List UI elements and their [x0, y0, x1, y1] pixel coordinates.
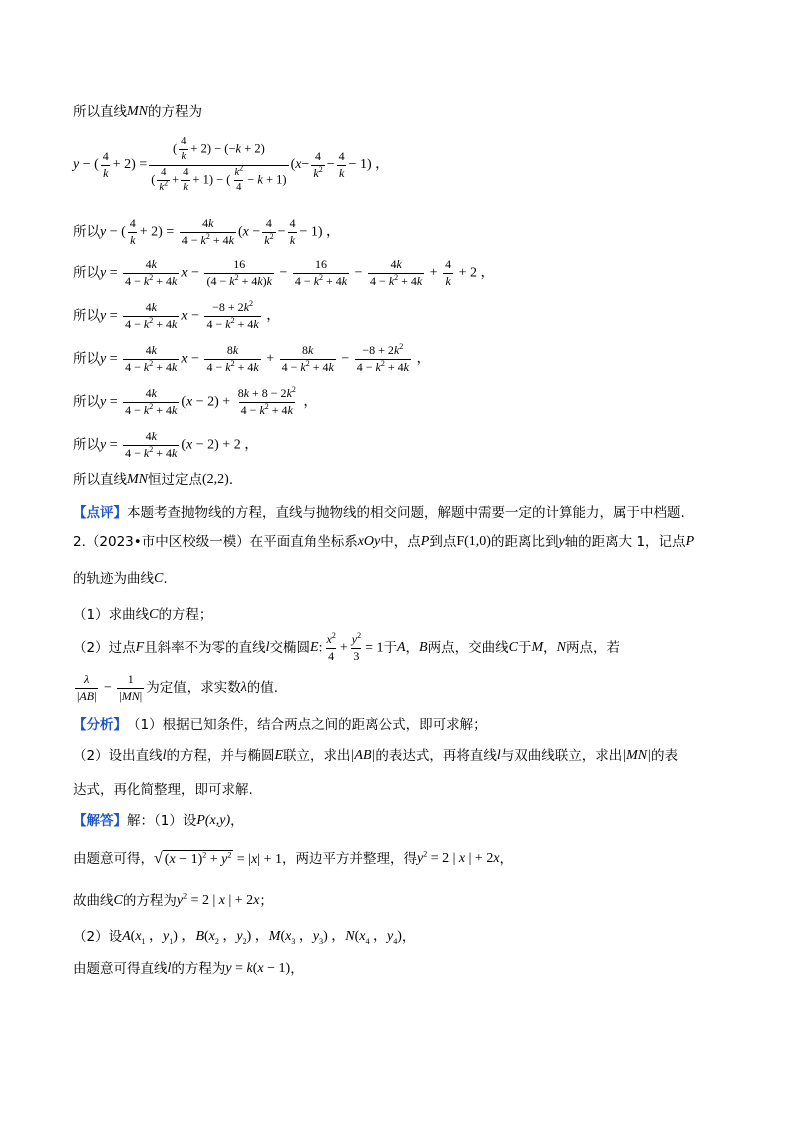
math-var: λ: [240, 680, 247, 695]
text: 解：（1）设: [127, 813, 197, 829]
math-var: E: [310, 640, 319, 655]
tag-answer: 【解答】: [73, 813, 127, 829]
text: 联立，求出: [283, 748, 351, 764]
tag-analysis: 【分析】: [73, 717, 127, 733]
equation-line-mn: y − ( 4 k + 2) = ( $\frac{4}{k}$ + 2) − (−k + 2) ( $\frac{4}{k^2}$ + $\frac{4}{k}$ + 1) − ( $\frac{k^2}{4}$ − k + 1) ( x − 4 $k^2$ − 4 k − 1) ，: [73, 136, 390, 193]
tag-comment: 【点评】: [73, 505, 127, 521]
problem-2-part-2-cont: $\frac{\lambda}{|AB|}$ − $\frac{1}{|MN|}$ 为定值，求实数 λ 的值.: [77, 671, 279, 703]
text: ，两边平方并整理，得: [281, 851, 417, 867]
equation-line-4: 所以 y = $\frac{4k}{4 - k^2 + 4k}$ x − $\frac{16}{(4 - k^2 + 4k)k}$ − $\frac{16}{4 - k^2 + 4k}$ − $\frac{4k}{4 - k^2 + 4k}$ + $\frac{4}{k}$ + 2 ，: [73, 256, 495, 288]
text: 的方程；: [158, 607, 213, 623]
answer-line-5: 由题意可得直线 l 的方程为 y = k(x − 1) ，: [73, 961, 304, 977]
text: 由题意可得，: [73, 851, 154, 867]
text: .: [163, 571, 168, 587]
text: 故曲线: [73, 893, 114, 909]
text: 且斜率不为零的直线: [144, 640, 266, 656]
math-var: C: [149, 607, 159, 622]
comment-line: [73, 504, 685, 522]
text: 的值.: [246, 680, 279, 696]
equation-line-6: 所以 y = $\frac{4k}{4 - k^2 + 4k}$ x − $\frac{8k}{4 - k^2 + 4k}$ + $\frac{8k}{4 - k^2 + 4k}$ − $\frac{-8 + 2k^2}{4 - k^2 + 4k}$ ，: [73, 341, 431, 374]
text: 于: [517, 640, 532, 656]
math-var: B: [419, 640, 428, 655]
math-var: E: [274, 748, 284, 763]
problem-source: （2023•市中区校级一模）: [85, 534, 250, 550]
text: ，: [290, 961, 304, 977]
line-1: [73, 103, 202, 121]
math-var: l: [265, 640, 270, 655]
text: 的方程为: [148, 104, 202, 120]
answer-line-3: 故曲线 C 的方程为 $y^2 = 2$ | x | + 2x ；: [73, 891, 273, 909]
problem-2-line-1: [73, 533, 694, 551]
text: 所以: [73, 394, 100, 410]
math-var: F: [135, 640, 145, 655]
problem-2-part-2: （2）过点 F 且斜率不为零的直线 l 交椭圆 E : $\frac{x^2}{4}$ + $\frac{y^2}{3}$ = 1 于 A ， B 两点，交曲线 C 于 M ， N 两点，若: [73, 630, 620, 663]
math-var: C: [113, 893, 123, 908]
text: ，: [499, 851, 514, 867]
text: 所以: [73, 265, 100, 281]
text: （2）设出直线: [73, 748, 163, 764]
text: （2）过点: [73, 640, 136, 656]
math-var: l: [167, 961, 172, 976]
text: 所以: [73, 308, 100, 324]
answer-line-2: 由题意可得， √ $(x - 1)^2 + y^2$ = |x| + 1 ，两边平方并整理，得 $y^2 = 2$ | x | + 2x ，: [73, 849, 514, 867]
math-var: l: [162, 748, 167, 763]
text: ，: [230, 813, 244, 829]
text: 两点，交曲线: [427, 640, 509, 656]
text: ；: [259, 893, 273, 909]
text: 的表: [650, 748, 678, 764]
text: 的距离比到: [490, 534, 559, 550]
text: 到点: [429, 534, 457, 550]
big-fraction: ( $\frac{4}{k}$ + 2) − (−k + 2) ( $\frac{4}{k^2}$ + $\frac{4}{k}$ + 1) − ( $\frac{k^2}{4}$ − k + 1): [151, 136, 287, 193]
text: 所以: [73, 351, 100, 367]
text: 恒过定点: [148, 472, 202, 488]
text: 所以: [73, 437, 100, 453]
answer-line-1: [73, 812, 244, 830]
problem-2-line-2: [73, 570, 168, 588]
equation-line-5: 所以 y = $\frac{4k}{4 - k^2 + 4k}$ x − $\frac{-8 + 2k^2}{4 - k^2 + 4k}$ ，: [73, 298, 281, 331]
text: 由题意可得直线: [73, 961, 168, 977]
text: 的方程为: [122, 893, 177, 909]
equation-line-8: 所以 y = $\frac{4k}{4 - k^2 + 4k}$ (x − 2) + 2 ，: [73, 428, 259, 460]
text: 达式，再化简整理，即可求解.: [73, 782, 253, 798]
text: ，: [401, 929, 416, 945]
answer-line-4: （2）设 $A(x_1$ ，$y_1$) ，$B(x_2$ ，$y_2$) ，$M(x_3$ ，$y_3$) ，$N(x_4$ ，$y_4$) ，: [73, 929, 416, 946]
line-9: [73, 471, 233, 489]
text: 的方程，并与椭圆: [166, 748, 275, 764]
math-var: N: [556, 640, 566, 655]
math-var: P: [420, 534, 430, 549]
analysis-line-3: [73, 781, 253, 799]
math-var: C: [508, 640, 518, 655]
text: 所以直线: [73, 104, 127, 120]
text: .: [228, 472, 234, 488]
analysis-line-1: [73, 716, 487, 734]
text: 的表达式，再将直线: [375, 748, 497, 764]
text: 轴的距离大 1，记点: [564, 534, 686, 550]
text: 中，点: [380, 534, 421, 550]
math-var: y: [558, 534, 565, 549]
text: 本题考查抛物线的方程，直线与抛物线的相交问题，解题中需要一定的计算能力，属于中档题.: [127, 505, 685, 521]
math-point: (2,2): [202, 472, 229, 487]
math-var: xOy: [357, 534, 381, 549]
text: （1）求曲线: [73, 607, 150, 623]
text: 的轨迹为曲线: [73, 571, 154, 587]
math-var: M: [531, 640, 544, 655]
text: （1）根据已知条件，结合两点之间的距离公式，即可求解；: [127, 717, 487, 733]
text: 在平面直角坐标系: [249, 534, 358, 550]
math-expr: |AB|: [350, 748, 376, 763]
math-var: C: [154, 571, 164, 586]
math-var: MN: [127, 104, 148, 119]
text: 所以直线: [73, 472, 127, 488]
text: 所以: [73, 224, 100, 240]
text: 于: [383, 640, 397, 656]
math-var: MN: [127, 472, 148, 487]
math-var: A: [396, 640, 406, 655]
text: 两点，若: [565, 640, 620, 656]
text: 交椭圆: [269, 640, 311, 656]
text: 为定值，求实数: [146, 680, 241, 696]
equation-line-3: 所以 y − ( $\frac{4}{k}$ + 2) = $\frac{4k}{4 - k^2 + 4k}$ (x − $\frac{4}{k^2}$ − $\frac{4}{k}$ − 1) ，: [73, 215, 341, 247]
math-var: l: [496, 748, 501, 763]
math-point: F(1,0): [456, 534, 491, 549]
math-var: P: [685, 534, 695, 549]
problem-2-part-1: [73, 606, 212, 624]
text: 的方程为: [171, 961, 226, 977]
text: 与双曲线联立，求出: [500, 748, 623, 764]
text: ，: [405, 640, 420, 656]
equation-line-7: 所以 y = $\frac{4k}{4 - k^2 + 4k}$ (x − 2) + $\frac{8k + 8 - 2k^2}{4 - k^2 + 4k}$ ，: [73, 384, 318, 417]
text: （2）设: [73, 929, 123, 945]
text: ，: [543, 640, 557, 656]
math-point: P(x,y): [196, 813, 231, 828]
math-expr: |MN|: [622, 748, 651, 763]
analysis-line-2: [73, 747, 678, 765]
problem-number: 2.: [73, 534, 86, 550]
